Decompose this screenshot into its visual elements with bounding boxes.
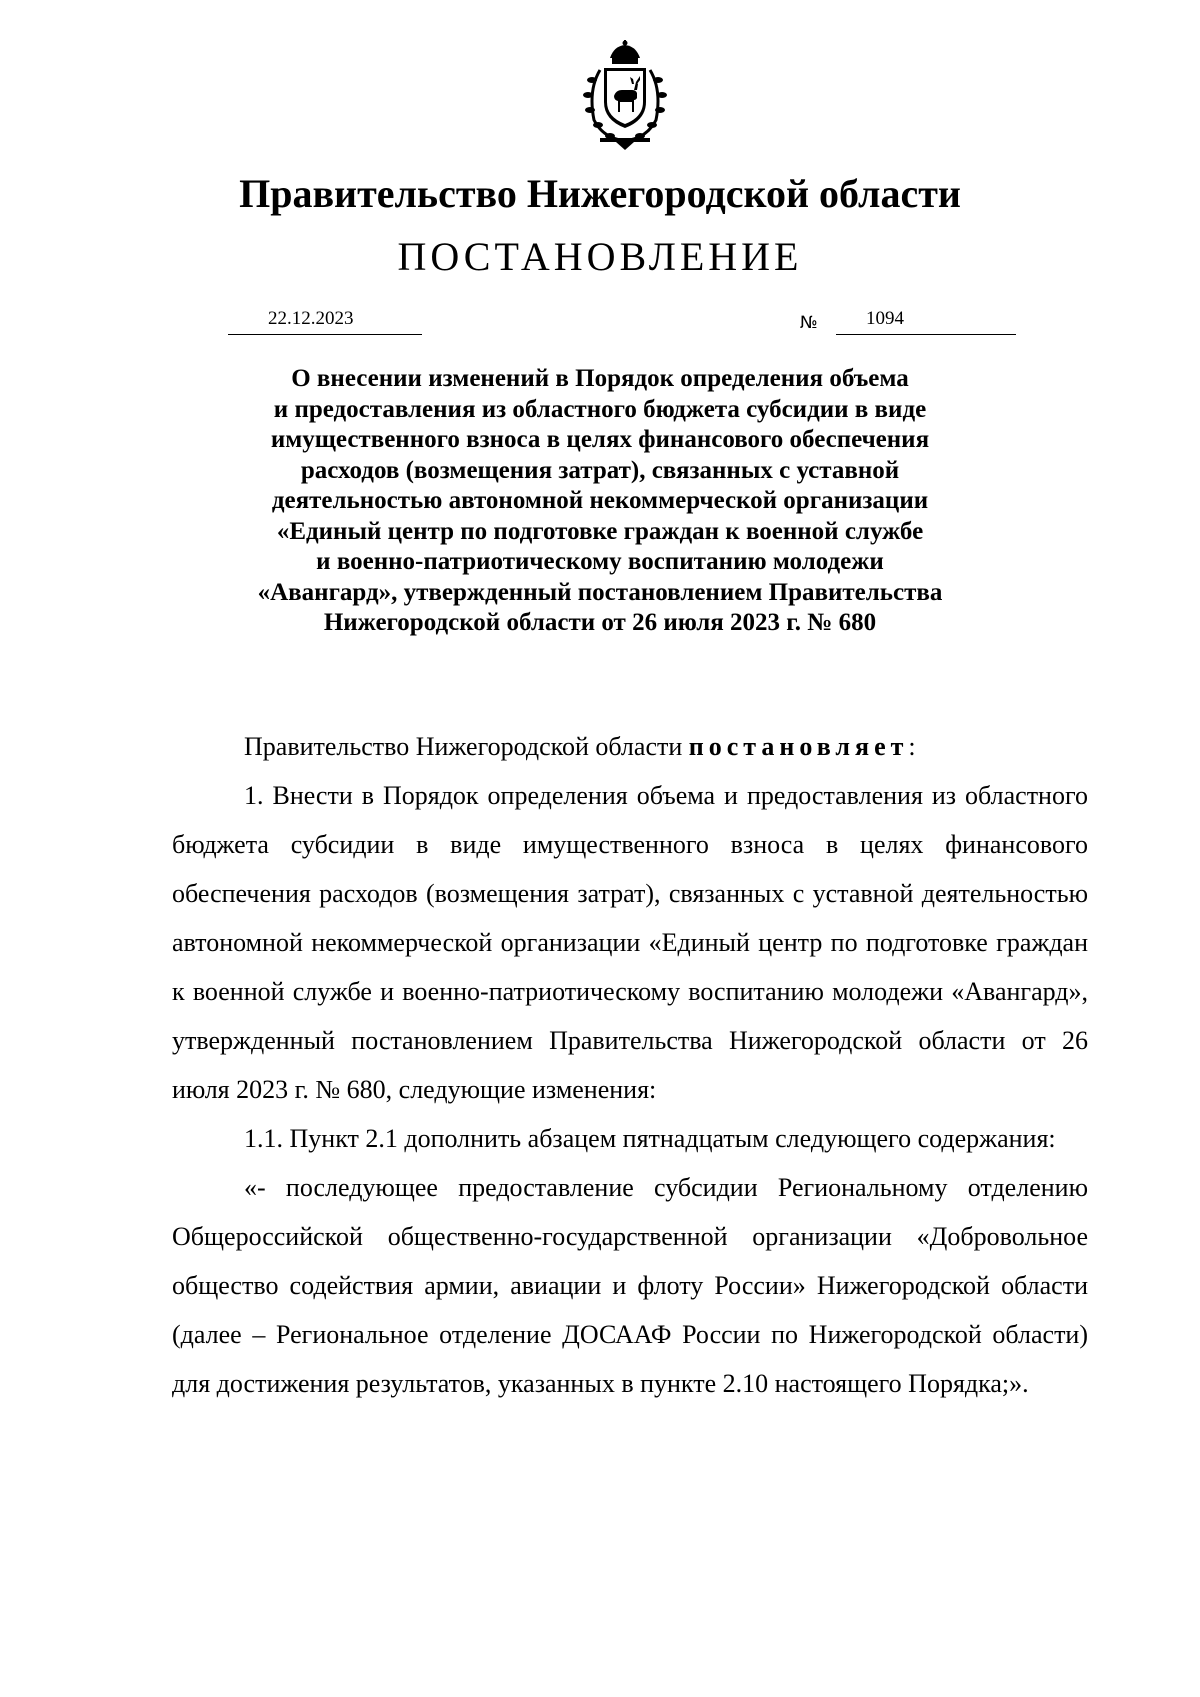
document-heading xyxy=(170,364,1030,639)
paragraph-1: 1. Внести в Порядок определения объема и предоставления из областного бюджета субсидии в виде имущественного взноса в целях финансового обеспечения расходов (возмещения затрат), связанных с уставной деятельностью автономной некоммерческой организации «Единый центр по подготовке граждан к военной службе и военно-патриотическому воспитанию молодежи «Авангард», утвержденный постановлением Правительства Нижегородской области от 26 июля 2023 г. № 680, следующие изменения: xyxy=(172,781,1088,1104)
preamble-colon: : xyxy=(908,732,916,761)
heading-line: «Авангард», утвержденный постановлением Правительства xyxy=(257,578,943,606)
heading-line: «Единый центр по подготовке граждан к военной службе xyxy=(276,517,924,545)
organization-title: Правительство Нижегородской области xyxy=(239,171,961,216)
heading-line: и предоставления из областного бюджета субсидии в виде xyxy=(273,395,927,423)
document-body xyxy=(172,722,1088,1408)
preamble-text: Правительство Нижегородской области xyxy=(244,732,689,761)
number-sign: № xyxy=(800,313,818,333)
preamble-keyword: постановляет xyxy=(688,732,909,761)
document-date: 22.12.2023 xyxy=(268,308,354,329)
heading-line: и военно-патриотическому воспитанию молодежи xyxy=(316,548,884,575)
document-number-field xyxy=(836,306,1016,335)
paragraph-quote: «- последующее предоставление субсидии Региональному отделению Общероссийской общественно-государственной организации «Добровольное общество содействия армии, авиации и флоту России» Нижегородской области (далее – Региональное отделение ДОСААФ России по Нижегородской области) для достижения результатов, указанных в пункте 2.10 настоящего Порядка;». xyxy=(172,1173,1088,1398)
heading-line: деятельностью автономной некоммерческой организации xyxy=(271,487,929,514)
preamble-paragraph xyxy=(172,722,1088,771)
document-number: 1094 xyxy=(866,308,904,329)
document-type: ПОСТАНОВЛЕНИЕ xyxy=(397,234,803,279)
heading-line: имущественного взноса в целях финансового обеспечения xyxy=(270,426,930,453)
heading-line: Нижегородской области от 26 июля 2023 г. № 680 xyxy=(323,609,877,636)
heading-line: О внесении изменений в Порядок определения объема xyxy=(291,365,909,392)
coat-of-arms-icon xyxy=(570,40,680,152)
document-date-field xyxy=(228,306,422,335)
heading-line: расходов (возмещения затрат), связанных с уставной xyxy=(300,456,900,484)
paragraph-1-1: 1.1. Пункт 2.1 дополнить абзацем пятнадцатым следующего содержания: xyxy=(244,1124,1056,1153)
